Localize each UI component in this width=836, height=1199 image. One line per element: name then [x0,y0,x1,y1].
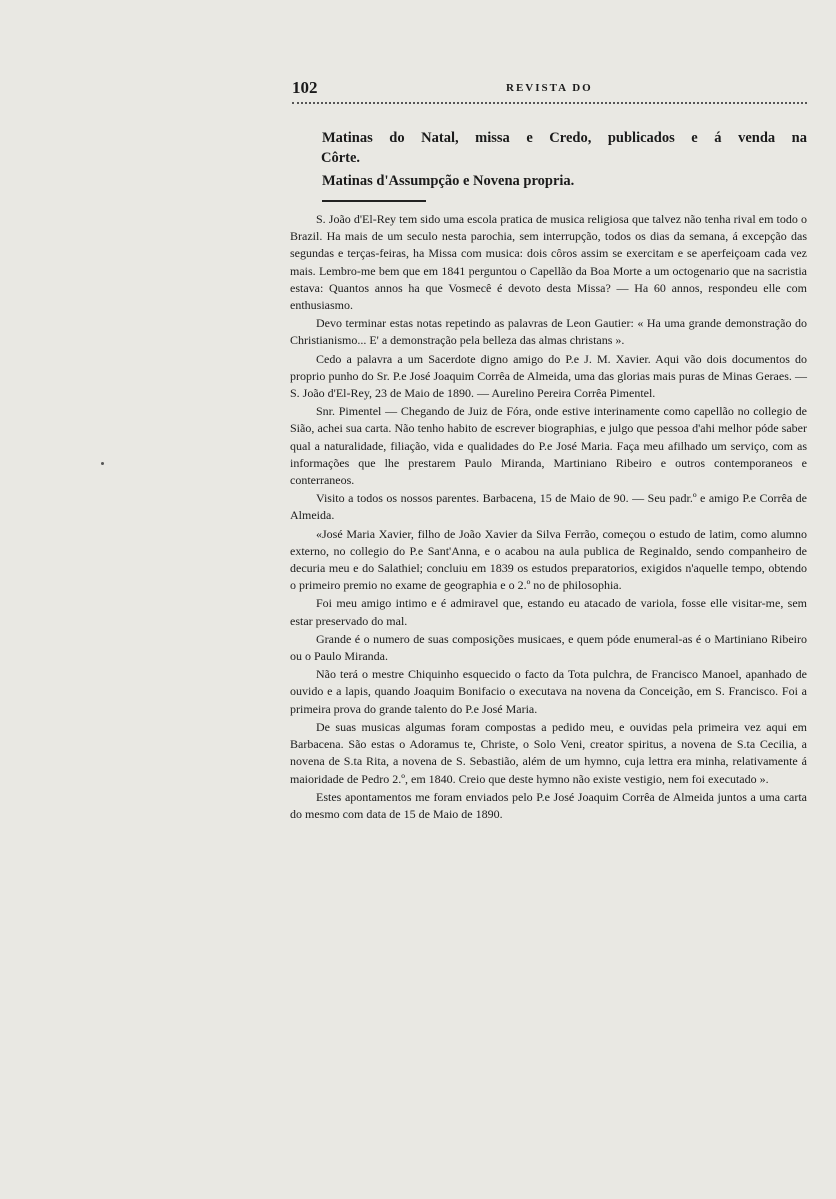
works-line-1: Matinas do Natal, missa e Credo, publicados e á venda na [322,130,807,146]
margin-mark [101,462,104,465]
paragraph: Foi meu amigo intimo e é admiravel que, estando eu atacado de variola, fosse elle visitar-me, sem estar preservado do mal. [290,596,807,628]
paragraph: Estes apontamentos me foram enviados pelo P.e José Joaquim Corrêa de Almeida juntos a uma carta do mesmo com data de 15 de Maio de 1890. [290,789,807,821]
running-head: REVISTA DO [506,82,593,94]
paragraph: S. João d'El-Rey tem sido uma escola pratica de musica religiosa que talvez não tenha rival em todo o Brazil. Ha mais de um seculo nesta parochia, sem interrupção, todos os dias da semana, á excepção das segundas e terças-feiras, ha Missa com musica: dois côros assim se exercitam e se aperfeiçoam cada vez mais. Lembro-me bem que em 1841 perguntou o Capellão da Boa Morte a um octogenario que na sacristia estava: Quantos annos ha que Vosmecê é devoto desta Missa? — Ha 60 annos, respondeu elle com enthusiasmo. [290,212,807,313]
paragraph: Visito a todos os nossos parentes. Barbacena, 15 de Maio de 90. — Seu padr.º e amigo P.e Corrêa de Almeida. [290,491,807,523]
paragraph: Snr. Pimentel — Chegando de Juiz de Fóra, onde estive interinamente como capellão no collegio de Sião, achei sua carta. Não tenho habito de escrever biographias, e julgo que pessoa d'ahi melhor póde saber qual a naturalidade, filiação, vida e qualidades do P.e José Maria. Faça meu afilhado um serviço, com as informações que lhe prestarem Paulo Miranda, Martiniano Ribeiro e outros contemporaneos e conterraneos. [290,404,807,488]
paragraph: De suas musicas algumas foram compostas a pedido meu, e ouvidas pela primeira vez aqui em Barbacena. São estas o Adoramus te, Christe, o Solo Veni, creator spiritus, a novena de S.ta Cecilia, a novena de S.ta Rita, a novena de S. Sebastião, além de um hymno, cuja lettra era minha, relativamente á maioridade de Pedro 2.º, em 1840. Creio que deste hymno não existe vestigio, nem foi executado ». [290,719,807,786]
works-list [322,128,807,191]
paragraph: Grande é o numero de suas composições musicaes, e quem póde enumeral-as é o Martiniano Ribeiro ou o Paulo Miranda. [290,631,807,664]
page-header [292,78,807,104]
paragraph: Cedo a palavra a um Sacerdote digno amigo do P.e J. M. Xavier. Aqui vão dois documentos do proprio punho do Sr. P.e José Joaquim Corrêa de Almeida, uma das glorias mais puras de Minas Geraes. — S. João d'El-Rey, 23 de Maio de 1890. — Aurelino Pereira Corrêa Pimentel. [290,351,807,401]
paragraph: «José Maria Xavier, filho de João Xavier da Silva Ferrão, começou o estudo de latim, como alumno externo, no collegio do P.e Sant'Anna, e o acabou na aula publica de Reginaldo, sendo companheiro de decuria meu e do Salathiel; concluiu em 1839 os estudos preparatorios, exigidos n'aquelle tempo, obtendo o primeiro premio no exame de geographia e o 2.º no de philosophia. [290,526,807,593]
page-number: 102 [292,78,318,97]
works-line-3: Matinas d'Assumpção e Novena propria. [322,173,575,189]
body-text [290,211,807,824]
works-line-2: Côrte. [321,150,361,166]
paragraph: Não terá o mestre Chiquinho esquecido o facto da Tota pulchra, de Francisco Manoel, apanhado de ouvido e a lapis, quando Joaquim Bonifacio o executava na novena da Conceição, em S. Francisco. Foi a primeira prova do grande talento do P.e José Maria. [290,667,807,716]
paragraph: Devo terminar estas notas repetindo as palavras de Leon Gautier: « Ha uma grande demonstração do Christianismo... E' a demonstração pela belleza das almas christans ». [290,316,807,348]
section-rule [322,200,426,202]
